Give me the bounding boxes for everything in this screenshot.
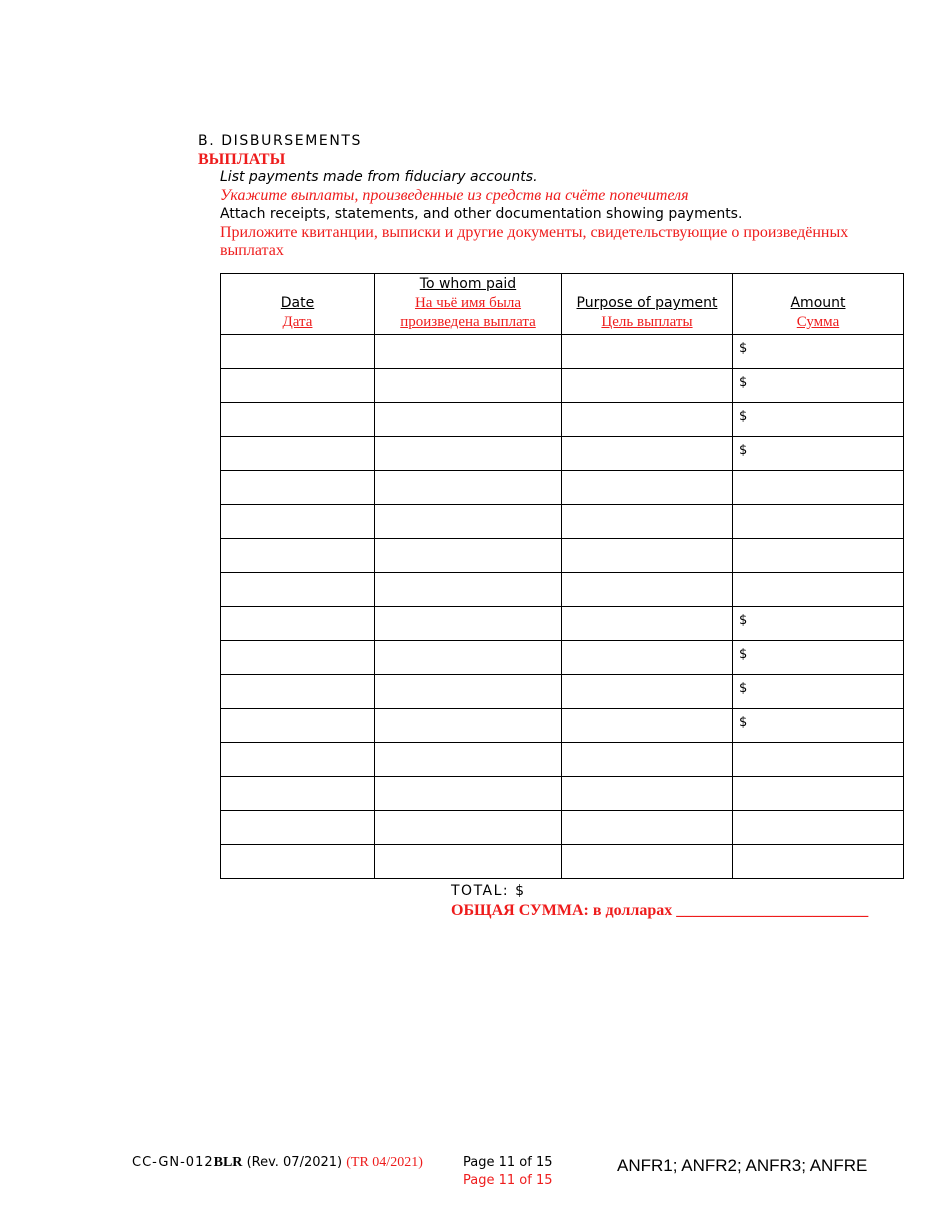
table-row: [221, 845, 904, 879]
amount-cell[interactable]: [733, 811, 904, 845]
dollar-sign: $: [739, 409, 748, 424]
header-amount: [733, 274, 904, 335]
to-whom-cell[interactable]: [375, 539, 562, 573]
to-whom-cell[interactable]: [375, 607, 562, 641]
purpose-cell[interactable]: [562, 369, 733, 403]
dollar-sign: [733, 845, 903, 851]
to-whom-cell[interactable]: [375, 505, 562, 539]
table-row: [221, 709, 904, 743]
dollar-sign: [733, 777, 903, 783]
header-purpose-label: Purpose of payment: [576, 295, 718, 311]
table-row: [221, 573, 904, 607]
amount-cell[interactable]: [733, 437, 904, 471]
header-purpose: [562, 274, 733, 335]
table-row: [221, 675, 904, 709]
amount-cell[interactable]: [733, 539, 904, 573]
header-date-label: Date: [280, 295, 315, 311]
to-whom-cell[interactable]: [375, 437, 562, 471]
to-whom-cell[interactable]: [375, 403, 562, 437]
dollar-sign: [733, 505, 903, 511]
purpose-cell[interactable]: [562, 845, 733, 879]
date-cell[interactable]: [221, 573, 375, 607]
section-title-ru: ВЫПЛАТЫ: [198, 151, 286, 168]
header-amount-label: Amount: [790, 295, 846, 311]
purpose-cell[interactable]: [562, 437, 733, 471]
dollar-sign: $: [739, 443, 748, 458]
header-date: [221, 274, 375, 335]
date-cell[interactable]: [221, 607, 375, 641]
dollar-sign: [733, 471, 903, 477]
dollar-sign: $: [739, 647, 748, 662]
date-cell[interactable]: [221, 437, 375, 471]
date-cell[interactable]: [221, 335, 375, 369]
purpose-cell[interactable]: [562, 403, 733, 437]
to-whom-cell[interactable]: [375, 675, 562, 709]
amount-cell[interactable]: [733, 641, 904, 675]
date-cell[interactable]: [221, 675, 375, 709]
date-cell[interactable]: [221, 709, 375, 743]
total-label-ru: ОБЩАЯ СУММА: в долларах ________________________: [451, 902, 869, 919]
page-number-block: [463, 1154, 552, 1190]
dollar-sign: $: [739, 613, 748, 628]
table-row: [221, 369, 904, 403]
date-cell[interactable]: [221, 811, 375, 845]
to-whom-cell[interactable]: [375, 369, 562, 403]
purpose-cell[interactable]: [562, 709, 733, 743]
date-cell[interactable]: [221, 777, 375, 811]
total-label: TOTAL: $: [451, 883, 526, 899]
purpose-cell[interactable]: [562, 743, 733, 777]
header-to-whom-label: To whom paid: [419, 276, 517, 292]
dollar-sign: [733, 811, 903, 817]
table-row: [221, 437, 904, 471]
purpose-cell[interactable]: [562, 471, 733, 505]
header-to-whom-label-ru: На чьё имя была произведена выплата: [400, 295, 536, 330]
field-ids: ANFR1; ANFR2; ANFR3; ANFRE: [617, 1156, 868, 1175]
date-cell[interactable]: [221, 743, 375, 777]
amount-cell[interactable]: [733, 709, 904, 743]
to-whom-cell[interactable]: [375, 743, 562, 777]
page-number: Page 11 of 15: [463, 1155, 553, 1170]
date-cell[interactable]: [221, 403, 375, 437]
to-whom-cell[interactable]: [375, 471, 562, 505]
header-purpose-label-ru: Цель выплаты: [601, 314, 693, 330]
table-row: [221, 505, 904, 539]
amount-cell[interactable]: [733, 505, 904, 539]
date-cell[interactable]: [221, 505, 375, 539]
purpose-cell[interactable]: [562, 505, 733, 539]
form-id: [132, 1155, 423, 1171]
table-header-row: [221, 274, 904, 335]
to-whom-cell[interactable]: [375, 573, 562, 607]
purpose-cell[interactable]: [562, 573, 733, 607]
dollar-sign: $: [739, 681, 748, 696]
amount-cell[interactable]: [733, 403, 904, 437]
amount-cell[interactable]: [733, 777, 904, 811]
to-whom-cell[interactable]: [375, 845, 562, 879]
table-row: [221, 403, 904, 437]
table-row: [221, 777, 904, 811]
form-code: CC-GN-012: [132, 1155, 214, 1170]
table-row: [221, 811, 904, 845]
to-whom-cell[interactable]: [375, 811, 562, 845]
disbursements-table: [220, 273, 904, 879]
purpose-cell[interactable]: [562, 641, 733, 675]
amount-cell[interactable]: [733, 607, 904, 641]
section-title: B. DISBURSEMENTS: [198, 133, 363, 149]
date-cell[interactable]: [221, 641, 375, 675]
amount-cell[interactable]: [733, 675, 904, 709]
dollar-sign: $: [739, 375, 748, 390]
purpose-cell[interactable]: [562, 335, 733, 369]
date-cell[interactable]: [221, 369, 375, 403]
instruction-attach-receipts: Attach receipts, statements, and other documentation showing payments.: [220, 206, 743, 222]
to-whom-cell[interactable]: [375, 335, 562, 369]
amount-cell[interactable]: [733, 845, 904, 879]
to-whom-cell[interactable]: [375, 709, 562, 743]
date-cell[interactable]: [221, 845, 375, 879]
instruction-attach-receipts-ru: Приложите квитанции, выписки и другие документы, свидетельствующие о произведённых выплатах: [220, 224, 849, 259]
date-cell[interactable]: [221, 539, 375, 573]
header-date-label-ru: Дата: [282, 314, 313, 330]
header-amount-label-ru: Сумма: [796, 314, 840, 330]
table-row: [221, 471, 904, 505]
date-cell[interactable]: [221, 471, 375, 505]
amount-cell[interactable]: [733, 573, 904, 607]
table-row: [221, 335, 904, 369]
total-block: [451, 882, 868, 920]
amount-cell[interactable]: [733, 471, 904, 505]
table-row: [221, 607, 904, 641]
dollar-sign: $: [739, 341, 748, 356]
purpose-cell[interactable]: [562, 675, 733, 709]
disbursements-section: [198, 132, 908, 260]
dollar-sign: $: [739, 715, 748, 730]
to-whom-cell[interactable]: [375, 777, 562, 811]
form-revision: (Rev. 07/2021): [246, 1155, 343, 1170]
table-row: [221, 539, 904, 573]
purpose-cell[interactable]: [562, 811, 733, 845]
purpose-cell[interactable]: [562, 539, 733, 573]
purpose-cell[interactable]: [562, 777, 733, 811]
table-row: [221, 641, 904, 675]
header-to-whom: [375, 274, 562, 335]
form-suffix: BLR: [213, 1155, 243, 1170]
dollar-sign: [733, 743, 903, 749]
to-whom-cell[interactable]: [375, 641, 562, 675]
dollar-sign: [733, 573, 903, 579]
amount-cell[interactable]: [733, 335, 904, 369]
dollar-sign: [733, 539, 903, 545]
page-number-ru: Page 11 of 15: [463, 1173, 553, 1188]
translation-revision: (TR 04/2021): [346, 1155, 423, 1170]
instruction-list-payments-ru: Укажите выплаты, произведенные из средств на счёте попечителя: [220, 187, 689, 204]
amount-cell[interactable]: [733, 369, 904, 403]
table-row: [221, 743, 904, 777]
purpose-cell[interactable]: [562, 607, 733, 641]
amount-cell[interactable]: [733, 743, 904, 777]
instruction-list-payments: List payments made from fiduciary accounts.: [220, 169, 538, 185]
